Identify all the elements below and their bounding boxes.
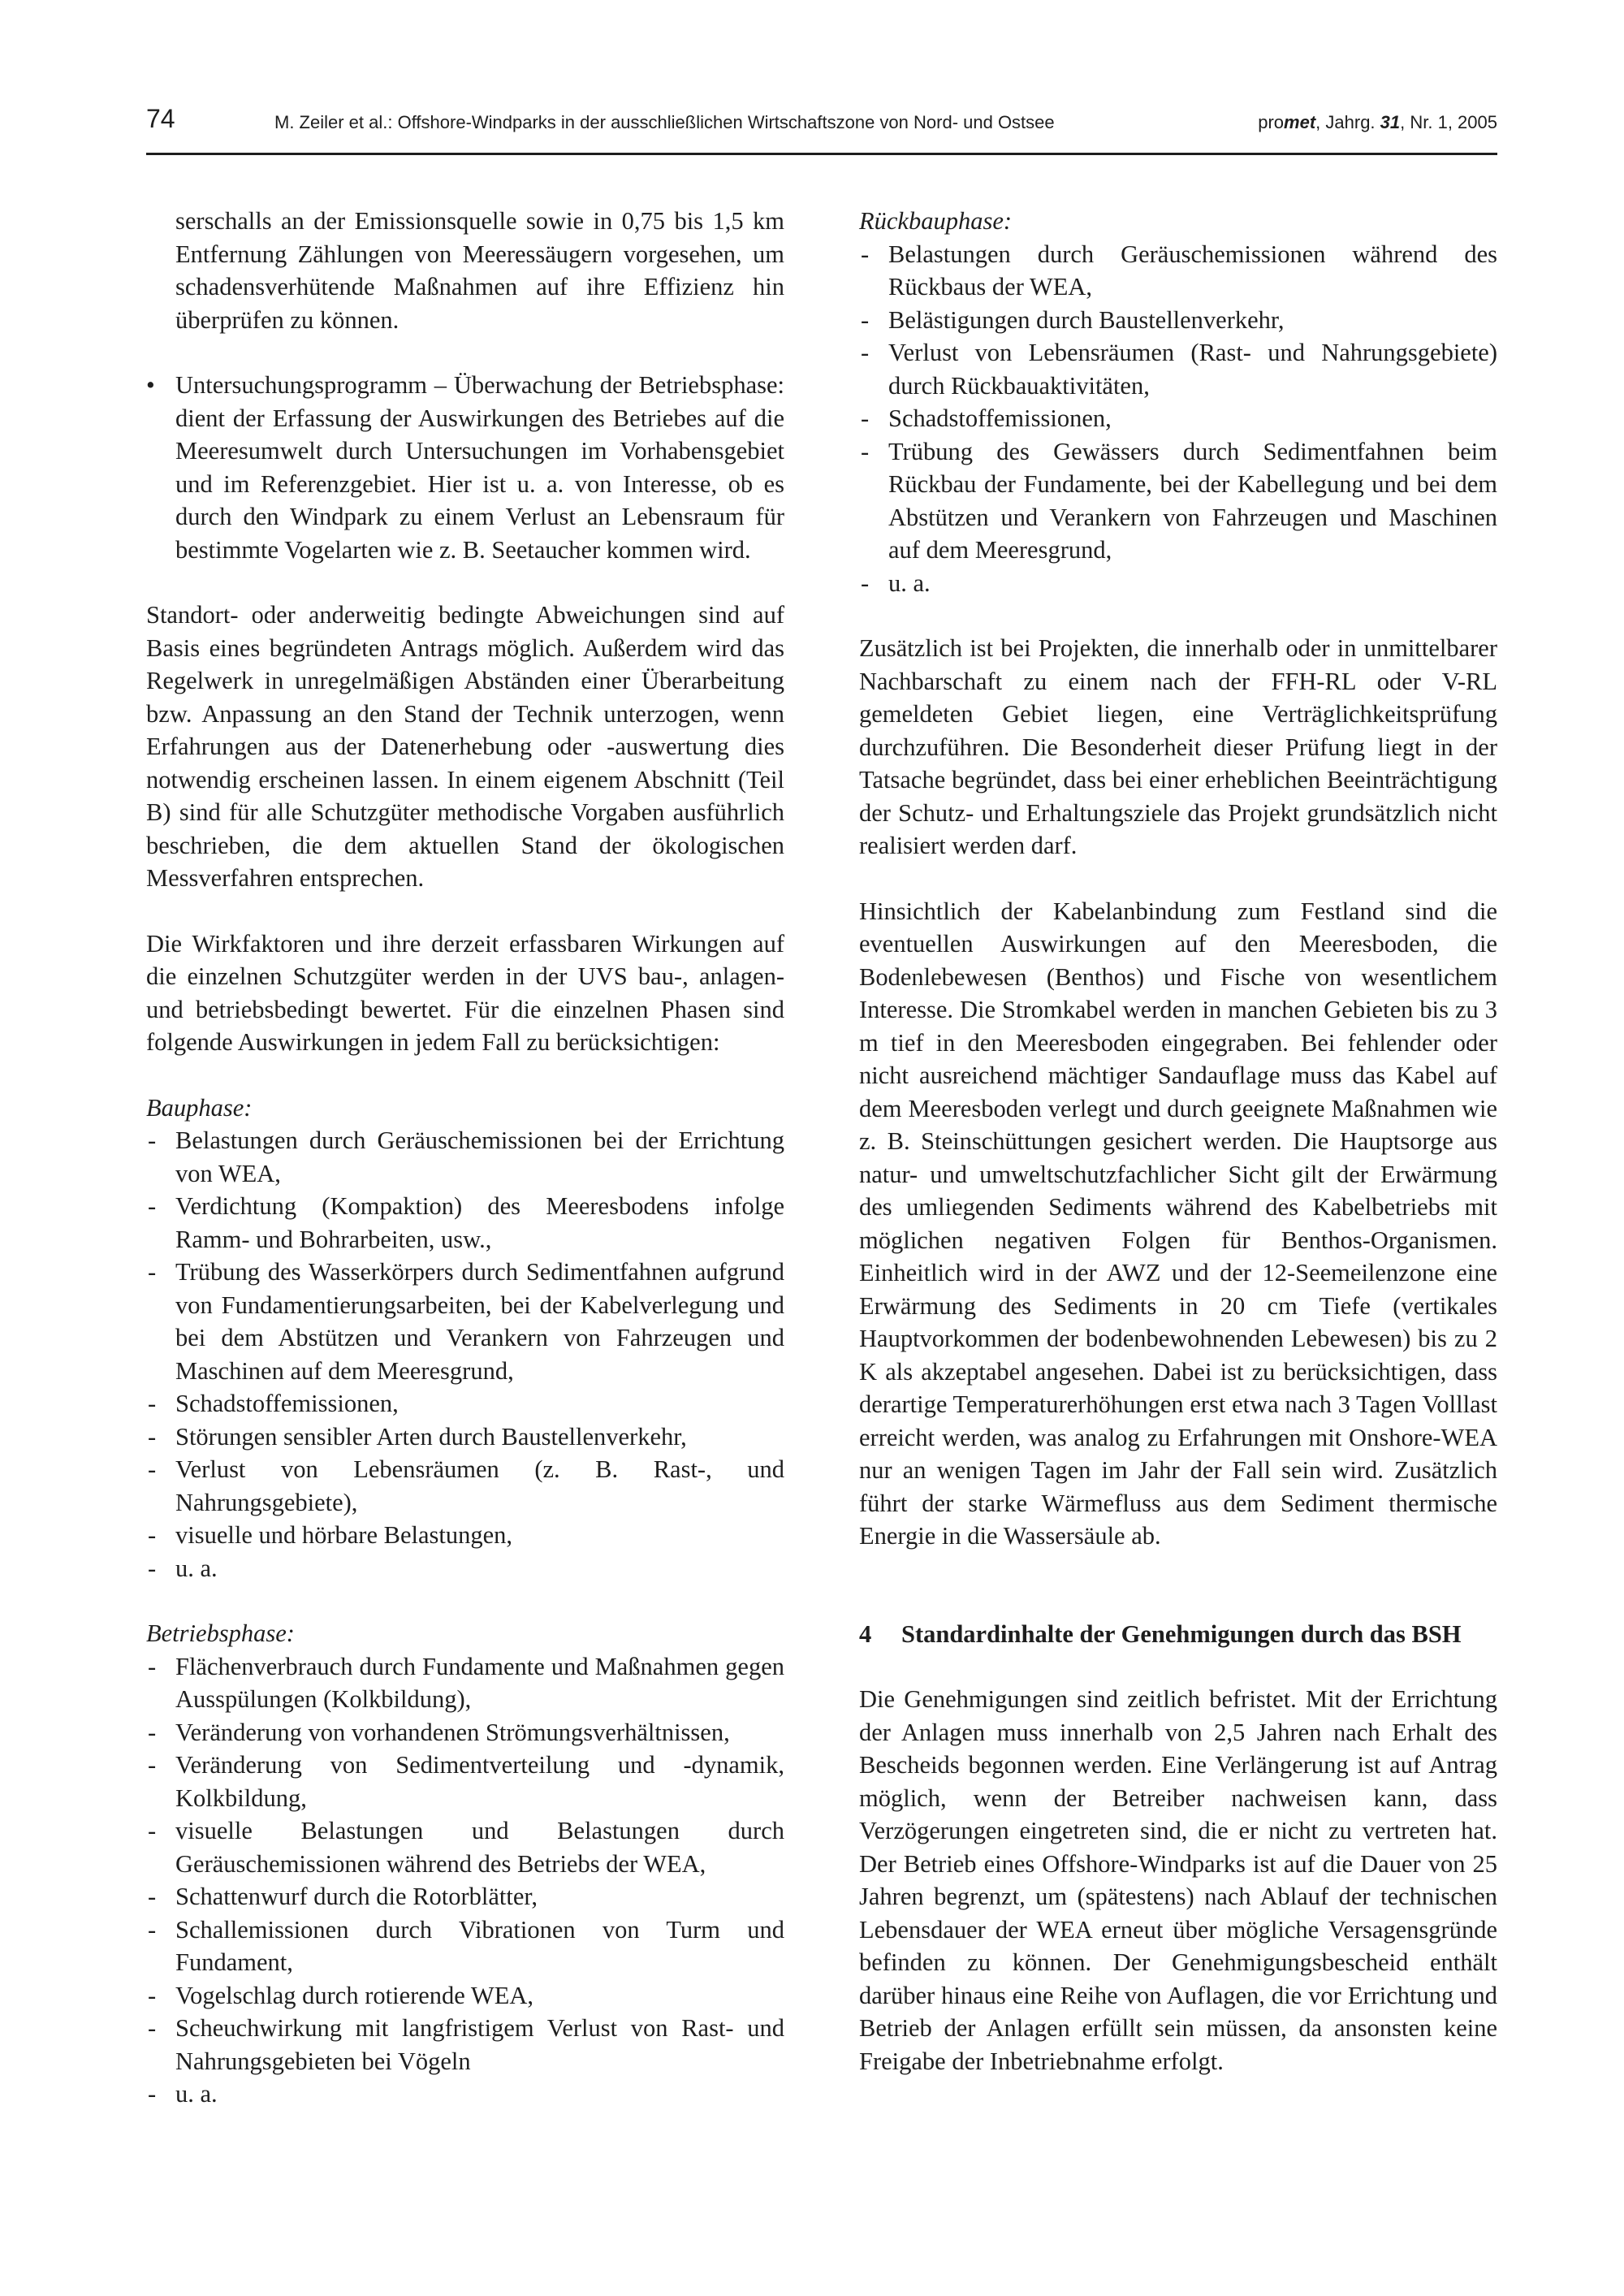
list-item: - Verdichtung (Kompaktion) des Meeresbodens infolge Ramm- und Bohrarbeiten, usw., — [146, 1190, 784, 1256]
bauphase-list — [146, 1124, 784, 1585]
list-item: - Vogelschlag durch rotierende WEA, — [146, 1979, 784, 2013]
list-item: - Schattenwurf durch die Rotorblätter, — [146, 1880, 784, 1913]
list-item: - u. a. — [146, 2078, 784, 2111]
list-item: - Verlust von Lebensräumen (Rast- und Nahrungsgebiete) durch Rückbauaktivitäten, — [859, 336, 1497, 402]
journal-mid: , Jahrg. — [1315, 112, 1380, 132]
running-title: M. Zeiler et al.: Offshore-Windparks in der ausschließlichen Wirtschaftszone von Nord- und Ostsee — [274, 112, 1055, 132]
betriebsphase-heading: Betriebsphase: — [146, 1619, 295, 1647]
list-item: - Störungen sensibler Arten durch Baustellenverkehr, — [146, 1420, 784, 1454]
list-item: - Schadstoffemissionen, — [146, 1387, 784, 1420]
journal-citation — [1258, 112, 1497, 133]
left-column — [146, 205, 784, 2111]
list-item: - Belastungen durch Geräuschemissionen bei der Errichtung von WEA, — [146, 1124, 784, 1190]
list-item: - Trübung des Wasserkörpers durch Sedimentfahnen aufgrund von Fundamentierungsarbeiten, bei der Kabelverlegung und bei dem Abstützen und Verankern von Fahrzeugen und Maschinen auf dem Meeresgrund, — [146, 1256, 784, 1387]
list-item: - Schadstoffemissionen, — [859, 402, 1497, 435]
list-item: - u. a. — [859, 567, 1497, 600]
page-number: 74 — [146, 104, 175, 133]
list-item: - Belästigungen durch Baustellenverkehr, — [859, 304, 1497, 337]
journal-post: , Nr. 1, 2005 — [1400, 112, 1497, 132]
list-item: - Verlust von Lebensräumen (z. B. Rast-, und Nahrungsgebiete), — [146, 1453, 784, 1519]
list-item: - Trübung des Gewässers durch Sedimentfahnen beim Rückbau der Fundamente, bei der Kabellegung und bei dem Abstützen und Verankern von Fahrzeugen und Maschinen auf dem Meeresgrund, — [859, 435, 1497, 567]
section-title: Standardinhalte der Genehmigungen durch das BSH — [901, 1619, 1462, 1648]
list-item: - u. a. — [146, 1552, 784, 1585]
bullet-text: Untersuchungsprogramm – Überwachung der Betriebsphase: dient der Erfassung der Auswirkungen des Betriebes auf die Meeresumwelt durch Untersuchungen im Vorhabensgebiet und im Referenzgebiet. Hier ist u. a. von Interesse, ob es durch den Windpark zu einem Verlust an Lebensraum für bestimmte Vogelarten wie z. B. Seetaucher kommen wird. — [175, 371, 784, 564]
right-column — [859, 205, 1497, 2078]
paragraph: Die Wirkfaktoren und ihre derzeit erfassbaren Wirkungen auf die einzelnen Schutzgüter werden in der UVS bau-, anlagen- und betriebsbedingt bewertet. Für die einzelnen Phasen sind folgende Auswirkungen in jedem Fall zu berücksichtigen: — [146, 929, 784, 1056]
list-item: - Veränderung von vorhandenen Strömungsverhältnissen, — [146, 1716, 784, 1749]
list-item: - visuelle Belastungen und Belastungen durch Geräuschemissionen während des Betriebs der WEA, — [146, 1814, 784, 1880]
paragraph: Zusätzlich ist bei Projekten, die innerhalb oder in unmittelbarer Nachbarschaft zu einem nach der FFH-RL oder V-RL gemeldeten Gebiet liegen, eine Verträglichkeitsprüfung durchzuführen. Die Besonderheit dieser Prüfung liegt in der Tatsache begründet, dass bei einer erheblichen Beeinträchtigung der Schutz- und Erhaltungsziele das Projekt grundsätzlich nicht realisiert werden darf. — [859, 634, 1497, 859]
betriebsphase-list — [146, 1650, 784, 2111]
rueckbauphase-list — [859, 238, 1497, 600]
paragraph: Standort- oder anderweitig bedingte Abweichungen sind auf Basis eines begründeten Antrags möglich. Außerdem wird das Regelwerk in unregelmäßigen Abständen einer Überarbeitung bzw. Anpassung an den Stand der Technik unterzogen, wenn Erfahrungen aus der Datenerhebung oder -auswertung dies notwendig erscheinen lassen. In einem eigenem Abschnitt (Teil B) sind für alle Schutzgüter methodische Vorgaben ausführlich beschrieben, die dem aktuellen Stand der ökologischen Messverfahren entsprechen. — [146, 601, 784, 892]
section-heading — [859, 1618, 1497, 1651]
rueckbauphase-heading: Rückbauphase: — [859, 207, 1013, 235]
journal-brand: met — [1284, 112, 1316, 132]
list-item: - visuelle und hörbare Belastungen, — [146, 1519, 784, 1552]
list-item: - Belastungen durch Geräuschemissionen während des Rückbaus der WEA, — [859, 238, 1497, 304]
list-item: - Scheuchwirkung mit langfristigem Verlust von Rast- und Nahrungsgebieten bei Vögeln — [146, 2012, 784, 2078]
bauphase-heading: Bauphase: — [146, 1093, 253, 1122]
list-item: - Veränderung von Sedimentverteilung und -dynamik, Kolkbildung, — [146, 1749, 784, 1814]
journal-volume: 31 — [1380, 112, 1401, 132]
intro-continued: serschalls an der Emissionsquelle sowie in 0,75 bis 1,5 km Entfernung Zählungen von Meeressäugern vorgesehen, um schadensverhütende Maßnahmen auf ihre Effizienz hin überprüfen zu können. — [175, 207, 784, 334]
journal-pre: pro — [1258, 112, 1285, 132]
page-header — [146, 104, 1497, 155]
list-item: - Flächenverbrauch durch Fundamente und Maßnahmen gegen Ausspülungen (Kolkbildung), — [146, 1650, 784, 1716]
list-item: - Schallemissionen durch Vibrationen von Turm und Fundament, — [146, 1913, 784, 1979]
section-number: 4 — [859, 1619, 872, 1648]
paragraph: Die Genehmigungen sind zeitlich befristet. Mit der Errichtung der Anlagen muss innerhalb von 2,5 Jahren nach Erhalt des Bescheids begonnen werden. Eine Verlängerung ist auf Antrag möglich, wenn der Betreiber nachweisen kann, dass Verzögerungen eingetreten sind, die er nicht zu vertreten hat. Der Betrieb eines Offshore-Windparks ist auf die Dauer von 25 Jahren begrenzt, um (spätestens) nach Ablauf der technischen Lebensdauer der WEA erneut über mögliche Versagensgründe befinden zu können. Der Genehmigungsbescheid enthält darüber hinaus eine Reihe von Auflagen, die vor Errichtung und Betrieb der Anlagen erfüllt sein müssen, da ansonsten keine Freigabe der Inbetriebnahme erfolgt. — [859, 1685, 1497, 2075]
bullet-item — [146, 369, 784, 566]
paragraph: Hinsichtlich der Kabelanbindung zum Festland sind die eventuellen Auswirkungen auf den Meeresboden, die Bodenlebewesen (Benthos) und Fische von wesentlichem Interesse. Die Stromkabel werden in manchen Gebieten bis zu 3 m tief in den Meeresboden eingegraben. Bei fehlender oder nicht ausreichend mächtiger Sandauflage muss das Kabel auf dem Meeresboden verlegt und durch geeignete Maßnahmen wie z. B. Steinschüttungen gesichert werden. Die Hauptsorge aus natur- und umweltschutzfachlicher Sicht gilt der Erwärmung des umliegenden Sediments während des Kabelbetriebs mit möglichen negativen Folgen für Benthos-Organismen. Einheitlich wird in der AWZ und der 12-Seemeilenzone eine Erwärmung des Sediments in 20 cm Tiefe (vertikales Hauptvorkommen der bodenbewohnenden Lebewesen) bis zu 2 K als akzeptabel angesehen. Dabei ist zu berücksichtigen, dass derartige Temperaturerhöhungen erst etwa nach 3 Tagen Volllast erreicht werden, was analog zu Erfahrungen mit Onshore-WEA nur an wenigen Tagen im Jahr der Fall sein wird. Zusätzlich führt der starke Wärmefluss aus dem Sediment thermische Energie in die Wassersäule ab. — [859, 897, 1497, 1550]
bullet-mark: • — [146, 371, 155, 399]
